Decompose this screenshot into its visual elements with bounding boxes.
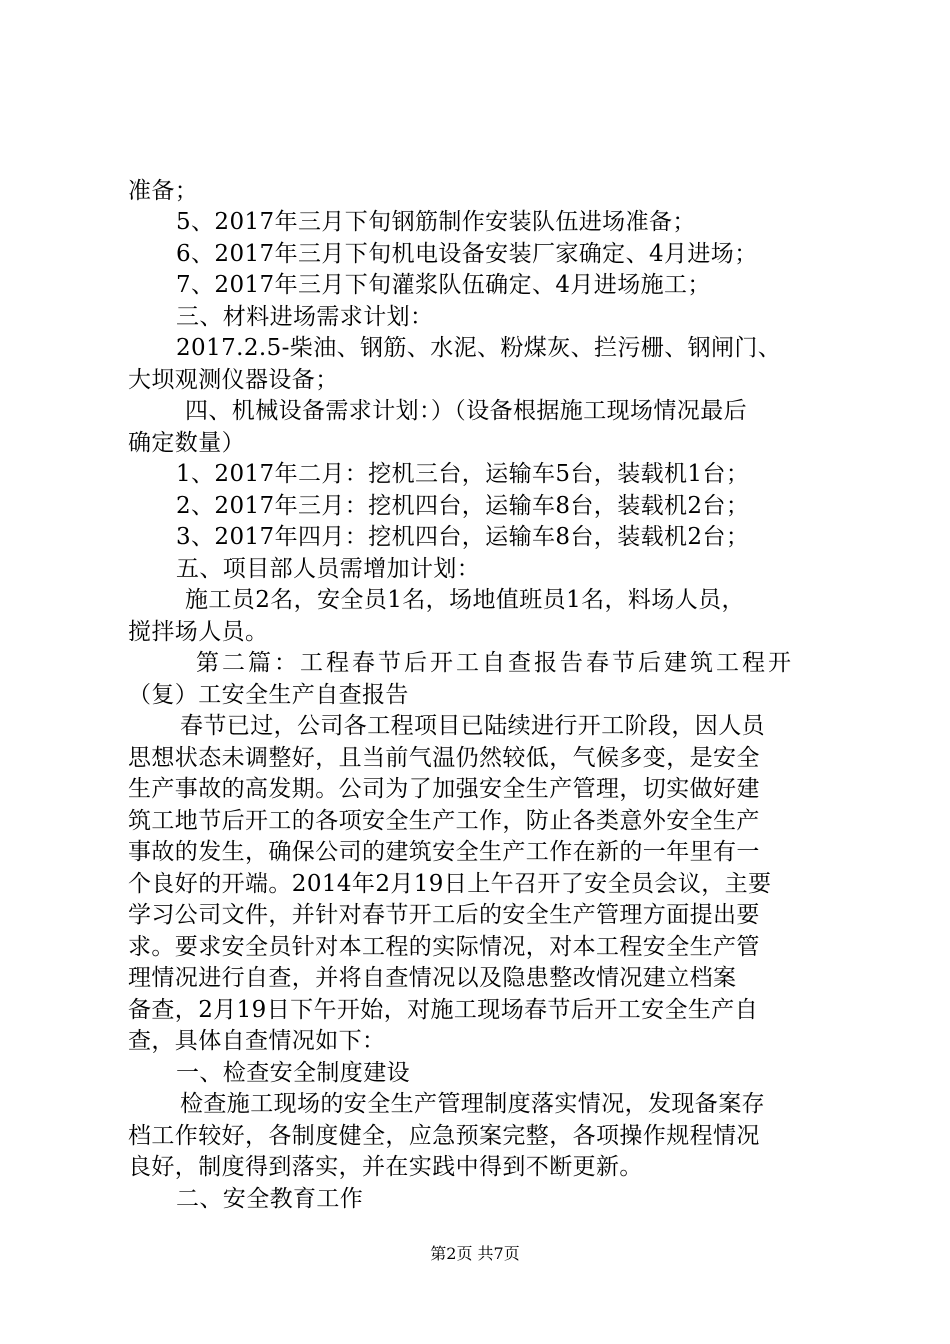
text-line: 确定数量） xyxy=(128,430,245,456)
text-line: 档工作较好，各制度健全，应急预案完整，各项操作规程情况 xyxy=(128,1123,760,1149)
text-line: 5、2017年三月下旬钢筋制作安装队伍进场准备； xyxy=(176,209,696,235)
text-line: 个良好的开端。2014年2月19日上午召开了安全员会议，主要 xyxy=(128,871,772,897)
text-line: 良好，制度得到落实，并在实践中得到不断更新。 xyxy=(128,1154,643,1180)
text-line: 四、机械设备需求计划：）（设备根据施工现场情况最后 xyxy=(185,398,747,424)
text-line: 检查施工现场的安全生产管理制度落实情况，发现备案存 xyxy=(180,1091,765,1117)
text-line: 二、安全教育工作 xyxy=(176,1186,364,1212)
text-line: 6、2017年三月下旬机电设备安装厂家确定、4月进场； xyxy=(176,241,758,267)
text-line: 准备； xyxy=(128,178,199,204)
text-line: 思想状态未调整好，且当前气温仍然较低，气候多变，是安全 xyxy=(128,745,760,771)
text-line: 理情况进行自查，并将自查情况以及隐患整改情况建立档案 xyxy=(128,965,737,991)
text-line: 搅拌场人员。 xyxy=(128,619,269,645)
section-heading: 第二篇：工程春节后开工自查报告春节后建筑工程开 xyxy=(196,650,794,676)
text-line: 1、2017年二月：挖机三台，运输车5台，装载机1台； xyxy=(176,461,750,487)
text-line: 五、项目部人员需增加计划： xyxy=(176,556,481,582)
text-line: 2、2017年三月：挖机四台，运输车8台，装载机2台； xyxy=(176,493,750,519)
text-line: 大坝观测仪器设备； xyxy=(128,367,339,393)
text-line: 备查，2月19日下午开始，对施工现场春节后开工安全生产自 xyxy=(128,997,759,1023)
text-line: 三、材料进场需求计划： xyxy=(176,304,434,330)
section-heading: （复）工安全生产自查报告 xyxy=(128,682,409,708)
text-line: 筑工地节后开工的各项安全生产工作，防止各类意外安全生产 xyxy=(128,808,760,834)
text-line: 2017.2.5-柴油、钢筋、水泥、粉煤灰、拦污栅、钢闸门、 xyxy=(176,335,782,361)
text-line: 春节已过，公司各工程项目已陆续进行开工阶段，因人员 xyxy=(180,713,765,739)
text-line: 7、2017年三月下旬灌浆队伍确定、4月进场施工； xyxy=(176,272,711,298)
text-line: 查，具体自查情况如下： xyxy=(128,1028,386,1054)
text-line: 求。要求安全员针对本工程的实际情况，对本工程安全生产管 xyxy=(128,934,760,960)
text-line: 学习公司文件，并针对春节开工后的安全生产管理方面提出要 xyxy=(128,902,760,928)
page-number-footer: 第2页 共7页 xyxy=(430,1244,520,1263)
text-line: 事故的发生，确保公司的建筑安全生产工作在新的一年里有一 xyxy=(128,839,760,865)
text-line: 一、检查安全制度建设 xyxy=(176,1060,410,1086)
text-line: 3、2017年四月：挖机四台，运输车8台，装载机2台； xyxy=(176,524,750,550)
text-line: 生产事故的高发期。公司为了加强安全生产管理，切实做好建 xyxy=(128,776,760,802)
text-line: 施工员2名，安全员1名，场地值班员1名，料场人员， xyxy=(185,587,745,613)
